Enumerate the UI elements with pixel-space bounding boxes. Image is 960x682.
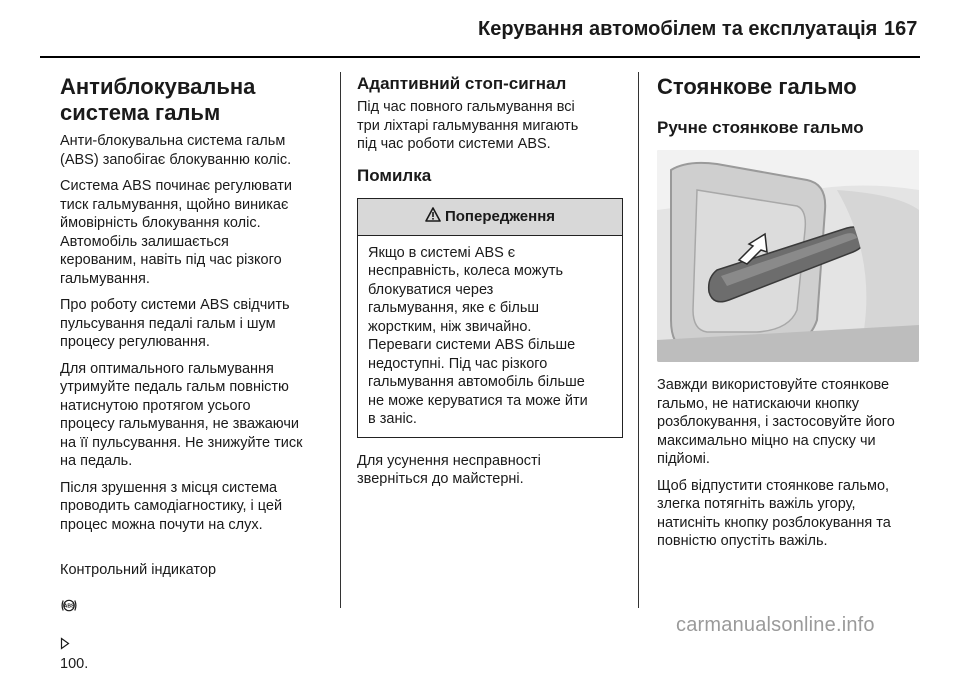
hand-brake-illustration <box>657 150 919 362</box>
indicator-page-ref: 100. <box>60 656 89 672</box>
abs-heading: Антиблокувальна система гальм <box>60 74 256 125</box>
paragraph: Система ABS починає регулювати тиск гальмування, щойно виникає ймовірність блокування коліс. Автомобіль залишається керованим, навіть під час різкого гальмування. <box>60 178 292 287</box>
warning-header <box>358 199 622 236</box>
hand-brake-subheading: Ручне стоянкове гальмо <box>657 118 864 137</box>
header-rule <box>40 56 920 58</box>
warning-triangle-icon <box>425 207 445 226</box>
column-parking-brake <box>657 74 919 559</box>
svg-text:ABS: ABS <box>63 603 75 610</box>
column-abs <box>60 74 332 682</box>
indicator-text: Контрольний індикатор <box>60 561 217 578</box>
paragraph: Після зрушення з місця система проводить самодіагностику, і цей процес можна почути на слух. <box>60 479 283 533</box>
watermark: carmanualsonline.info <box>676 614 875 636</box>
indicator-line <box>60 542 332 674</box>
column-divider <box>638 72 639 608</box>
abs-indicator-icon <box>60 579 78 618</box>
paragraph: Про роботу системи ABS свідчить пульсування педалі гальм і шум процесу регулювання. <box>60 297 290 350</box>
fault-heading: Помилка <box>357 165 432 185</box>
header-title: Керування автомобілем та експлуатація <box>478 18 878 40</box>
paragraph: Анти-блокувальна система гальм (ABS) запобігає блокуванню коліс. <box>60 133 292 168</box>
column-brake-light <box>357 74 623 497</box>
warning-box <box>357 198 623 438</box>
column-divider <box>340 72 341 608</box>
page-number: 167 <box>884 18 918 40</box>
paragraph: Для оптимального гальмування утримуйте педаль гальм повністю натиснутою протягом усього процесу гальмування, не зважаючи на її пульсування. Не знижуйте тиск на педаль. <box>60 360 303 469</box>
warning-title: Попередження <box>444 208 556 225</box>
reference-triangle-icon <box>60 618 70 655</box>
adaptive-brake-light-heading: Адаптивний стоп-сигнал <box>357 74 567 93</box>
paragraph: Щоб відпустити стоянкове гальмо, злегка потягніть важіль угору, натисніть кнопку розблокування та повністю опустіть важіль. <box>657 477 891 549</box>
paragraph: Під час повного гальмування всі три ліхтарі гальмування мигають під час роботи системи ABS. <box>357 99 579 152</box>
paragraph: Завжди використовуйте стоянкове гальмо, не натискаючи кнопку розблокування, і застосовуйте його максимально міцно на спуску чи підйомі. <box>657 377 895 467</box>
warning-text: Якщо в системі ABS є несправність, колеса можуть блокуватися через гальмування, яке є більш жорстким, ніж звичайно. Переваги системи ABS більше недоступні. Під час різкого гальмування автомобіль більше не може керуватися та може йти в заніс. <box>368 244 588 427</box>
parking-brake-heading: Стоянкове гальмо <box>657 74 857 99</box>
paragraph: Для усунення несправності зверніться до майстерні. <box>357 452 541 487</box>
